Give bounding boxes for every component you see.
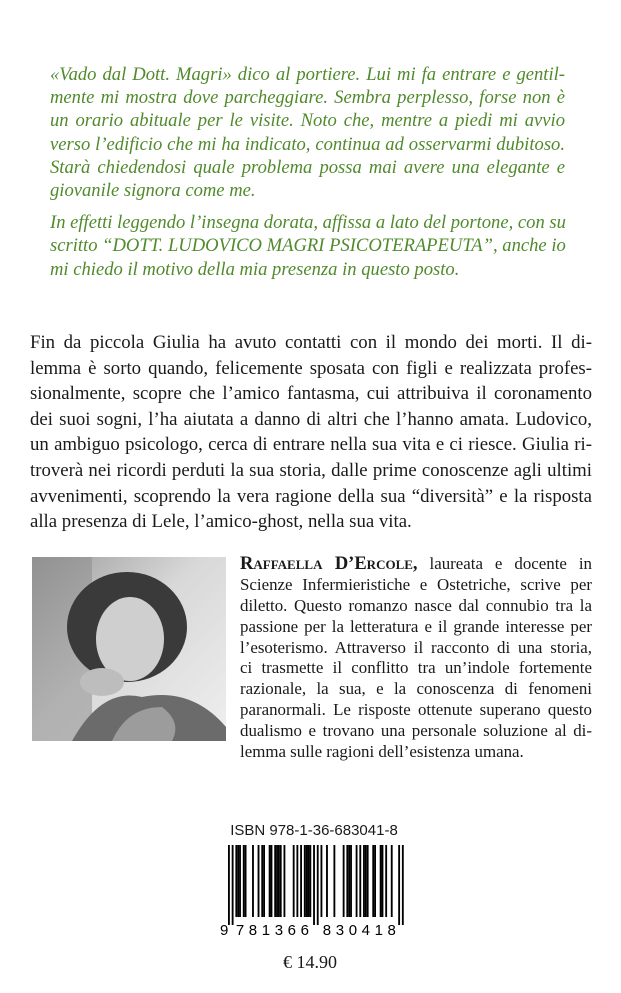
synopsis bbox=[30, 330, 592, 535]
barcode-bar bbox=[261, 845, 263, 917]
synopsis-line: sionalmente, scopre che l’amico fantasma, cui attribuiva il coronamento bbox=[30, 383, 592, 405]
barcode-bar bbox=[235, 845, 237, 917]
author-bio-line: dualismo e trovano una personale soluzione al di- bbox=[240, 721, 592, 741]
barcode-bar bbox=[263, 845, 265, 917]
barcode-bar bbox=[308, 845, 310, 917]
barcode-bar bbox=[237, 845, 239, 917]
barcode-digit: 8 bbox=[322, 922, 332, 939]
barcode-bar bbox=[391, 845, 393, 917]
barcode-bar bbox=[356, 845, 358, 917]
barcode-bar bbox=[278, 845, 280, 917]
barcode-digit: 8 bbox=[248, 922, 258, 939]
barcode-digit: 7 bbox=[235, 922, 245, 939]
barcode-bar bbox=[271, 845, 273, 917]
barcode-bar bbox=[232, 845, 234, 925]
synopsis-line: alla presenza di Lele, l’amico-ghost, nella sua vita. bbox=[30, 511, 412, 533]
author-name: Raffaella D’Ercole, bbox=[240, 554, 418, 574]
author-photo bbox=[32, 557, 226, 741]
barcode-bar bbox=[363, 845, 365, 917]
barcode-bar bbox=[365, 845, 367, 917]
barcode-digit: 4 bbox=[361, 922, 370, 939]
barcode-bar bbox=[398, 845, 400, 925]
quote-paragraph-1 bbox=[50, 63, 565, 202]
barcode-bar bbox=[276, 845, 278, 917]
author-bio-line: passione per la letteratura e il grande interesse per bbox=[240, 616, 592, 636]
quote-line: scritto “DOTT. LUDOVICO MAGRI PSICOTERAPEUTA”, anche io bbox=[50, 235, 566, 257]
synopsis-line: dei suoi sogni, l’ha aiutata a danno di altri che l’hanno amata. Ludovico, bbox=[30, 408, 592, 430]
barcode-digit: 3 bbox=[335, 922, 345, 939]
barcode-digit: 3 bbox=[274, 922, 284, 939]
author-bio-line: lemma sulle ragioni dell’esistenza umana. bbox=[240, 742, 524, 762]
barcode-bar bbox=[343, 845, 345, 917]
quote-line: In effetti leggendo l’insegna dorata, affissa a lato del portone, con su bbox=[50, 212, 566, 234]
barcode-bar bbox=[402, 845, 404, 925]
barcode-bar bbox=[372, 845, 374, 917]
barcode-bar bbox=[313, 845, 315, 925]
barcode-bar bbox=[245, 845, 247, 917]
barcode-bar bbox=[239, 845, 241, 917]
author-bio-line: Raffaella D’Ercole, laureata e docente in bbox=[240, 554, 592, 574]
barcode-bar bbox=[326, 845, 328, 917]
barcode-bar bbox=[228, 845, 230, 925]
quote-paragraph-2 bbox=[50, 211, 565, 281]
quote-line: «Vado dal Dott. Magri» dico al portiere. Lui mi fa entrare e gentil- bbox=[50, 64, 565, 85]
synopsis-line: lemma è sorto quando, felicemente sposata con figli e realizzata profes- bbox=[30, 357, 592, 379]
barcode-bar bbox=[258, 845, 260, 917]
barcode-bar bbox=[274, 845, 276, 917]
barcode-bar bbox=[348, 845, 350, 917]
barcode-bar bbox=[293, 845, 295, 917]
author-bio-line: diletto. Questo romanzo nasce dal connubio tra la bbox=[240, 595, 592, 615]
isbn-label: ISBN 978-1-36-683041-8 bbox=[230, 822, 398, 839]
author-bio-line: ci trasmette il conflitto tra un’indole fortemente bbox=[240, 658, 592, 678]
barcode-bar bbox=[252, 845, 254, 917]
barcode-bar bbox=[280, 845, 282, 917]
author-bio-line: l’esoterismo. Attraverso il racconto di una storia, bbox=[240, 637, 592, 657]
barcode-bar bbox=[333, 845, 335, 917]
quote-line: giovanile signora come me. bbox=[50, 179, 256, 201]
barcode-bar bbox=[309, 845, 311, 917]
quote-line: Starà chiedendosi quale problema possa mai avere una elegante e bbox=[50, 156, 565, 178]
barcode-bar bbox=[296, 845, 298, 917]
synopsis-line: troverà nei ricordi perduti la sua storia, dalle prime conoscenze agli ultimi bbox=[30, 459, 592, 481]
barcode-bar bbox=[269, 845, 271, 917]
barcode-bar bbox=[367, 845, 369, 917]
barcode-bar bbox=[382, 845, 384, 917]
barcode-digit: 0 bbox=[348, 922, 358, 939]
barcode-bar bbox=[374, 845, 376, 917]
barcode-bar bbox=[243, 845, 245, 917]
author-bio-line: razionale, la sua, e la conoscenza di fenomeni bbox=[240, 679, 592, 699]
barcode-digit: 9 bbox=[220, 922, 229, 939]
barcode-digit: 8 bbox=[387, 922, 396, 939]
synopsis-line: avvenimenti, scoprendo la vera ragione della sua “diversità” e la risposta bbox=[30, 485, 592, 507]
author-bio-line: paranormali. Le risposte ottenute superano questo bbox=[240, 700, 592, 720]
barcode-digit: 6 bbox=[300, 922, 309, 939]
synopsis-line: un ambiguo psicologo, cerca di entrare nella sua vita e ci riesce. Giulia ri- bbox=[30, 434, 592, 456]
quote-line: mi chiedo il motivo della mia presenza in questo posto. bbox=[50, 258, 460, 280]
barcode-bar bbox=[304, 845, 306, 917]
barcode-bar bbox=[300, 845, 302, 917]
barcode-bar bbox=[306, 845, 308, 917]
barcode-bar bbox=[359, 845, 361, 917]
synopsis-line: Fin da piccola Giulia ha avuto contatti con il mondo dei morti. Il di- bbox=[30, 332, 592, 353]
barcode-bar bbox=[350, 845, 352, 917]
author-bio-line: Scienze Infermieristiche e Ostetriche, scrive per bbox=[240, 574, 592, 594]
barcode-bar bbox=[284, 845, 286, 917]
author-bio bbox=[240, 554, 592, 763]
barcode-bar bbox=[321, 845, 323, 917]
barcode-bar bbox=[385, 845, 387, 917]
price: € 14.90 bbox=[283, 952, 337, 972]
quote-line: un orario abituale per le visite. Noto che, mentre a piedi mi avvio bbox=[50, 110, 565, 132]
quote-line: verso l’edificio che mi ha indicato, continua ad osservarmi dubitoso. bbox=[50, 133, 565, 155]
barcode-digit: 1 bbox=[374, 922, 383, 939]
barcode-bar bbox=[380, 845, 382, 917]
barcode-bar bbox=[346, 845, 348, 917]
barcode-digit: 6 bbox=[287, 922, 296, 939]
quote-line: mente mi mostra dove parcheggiare. Sembra perplesso, forse non è bbox=[50, 87, 565, 109]
excerpt-quote bbox=[50, 63, 565, 281]
barcode-bar bbox=[317, 845, 319, 925]
barcode-digit: 1 bbox=[261, 922, 271, 939]
barcode bbox=[218, 845, 408, 950]
